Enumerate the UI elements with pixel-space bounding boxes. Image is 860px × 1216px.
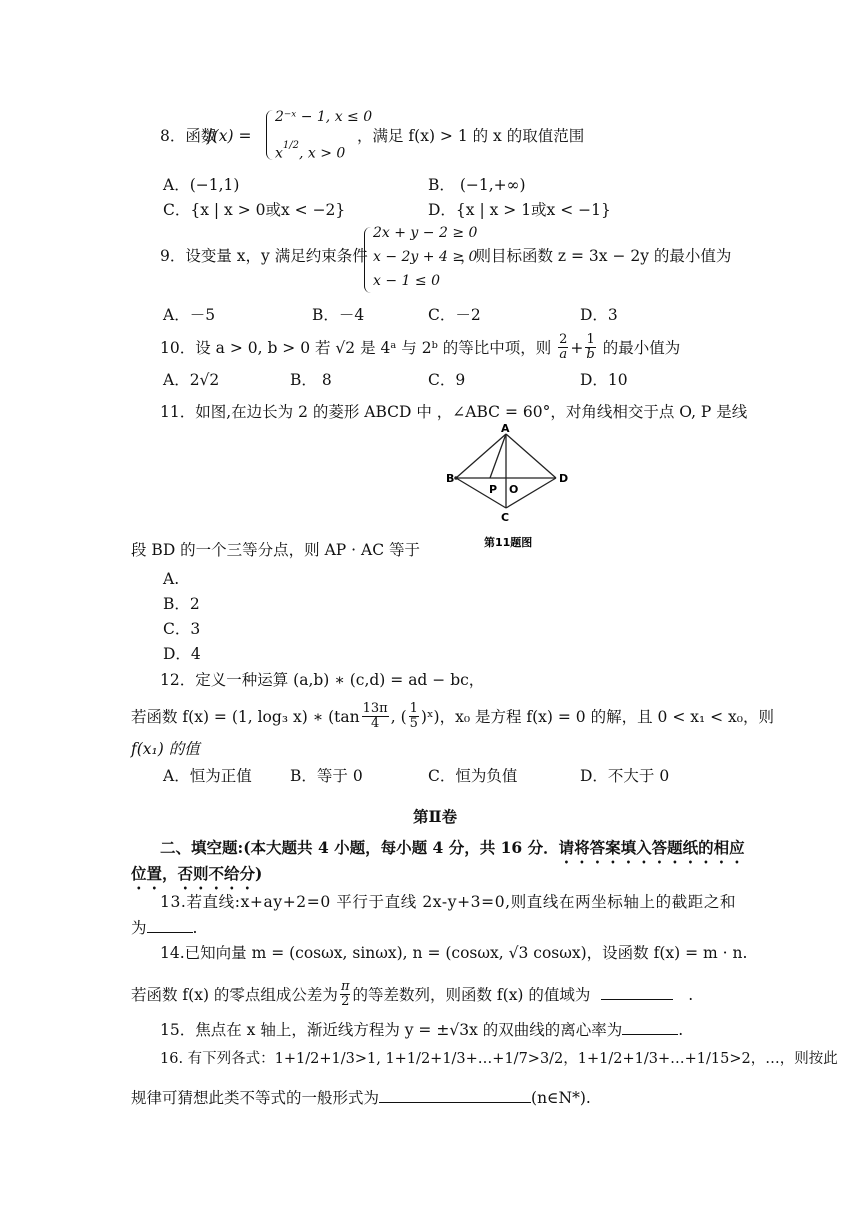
q8-function-name: f(x) = [207,127,252,145]
q11-line-1: 11．如图,在边长为 2 的菱形 ABCD 中 ，∠ABC = 60°，对角线相交于点 O, P 是线 [160,403,748,421]
q10-option-d: D．10 [580,371,628,389]
q11-option-b: B．2 [163,595,200,613]
q9-option-b: B．－4 [312,306,365,324]
q8-condition: ，满足 f(x) > 1 的 x 的取值范围 [357,127,585,145]
q11-line-2: 段 BD 的一个三等分点，则 AP · AC 等于 [131,541,420,559]
q10-intro: 10．设 a > 0, b > 0 若 √2 是 4ᵃ 与 2ᵇ 的等比中项，则 [160,339,552,358]
q8-option-b: B． (−1,+∞) [428,176,526,194]
q9-option-d: D．3 [580,306,618,324]
q8-option-c: C．{x | x > 0或x < −2} [163,201,346,219]
q8-piece-1: 2⁻ˣ − 1, x ≤ 0 [275,109,373,125]
q13-line-1: 13.若直线:x+ay+2=0 平行于直线 2x-y+3=0,则直线在两坐标轴上的截距之和 [160,893,737,911]
q11-label-p: P [489,483,498,496]
q13-line-2: 为 . [131,919,198,937]
q16-line-2: 规律可猜想此类不等式的一般形式为 (n∈N*). [131,1089,591,1107]
section-2-instructions-line-2: 位置，否则不给分) [131,864,263,883]
q11-label-c: C [501,511,510,524]
q12-option-b: B．等于 0 [290,767,363,785]
q12-line-1: 12．定义一种运算 (a,b) ∗ (c,d) = ad − bc， [160,671,485,689]
q11-label-d: D [559,472,569,485]
q15-answer-blank[interactable] [622,1034,678,1035]
q9-objective: ，则目标函数 z = 3x − 2y 的最小值为 [460,247,732,265]
section-2-instructions-line-1: 二、填空题:(本大题共 4 小题，每小题 4 分，共 16 分．请将答案填入答题纸的相应 [160,838,745,857]
q9-constraint-2: x − 2y + 4 ≥ 0 [373,249,478,265]
q8-brace [266,110,273,160]
q11-rhombus-figure [440,422,570,552]
q14-answer-blank[interactable] [601,999,673,1000]
q12-line-3: f(x₁) 的值 [131,740,200,758]
section-2-title: 第Ⅱ卷 [413,807,458,826]
q12-line-2: 若函数 f(x) = (1, log₃ x) ∗ (tan $\frac{13\pi}{4}$ , ( $\frac{1}{5}$ )ˣ)，x₀ 是方程 f(x) = 0 的解，且 0 < x₁ < x₀，则 [131,701,774,731]
q11-label-o: O [509,483,519,496]
q9-constraint-1: 2x + y − 2 ≥ 0 [373,225,478,241]
q9-option-c: C．－2 [428,306,481,324]
q10-option-a: A．2√2 [163,371,220,389]
q10-line: 10．设 a > 0, b > 0 若 √2 是 4ᵃ 与 2ᵇ 的等比中项，则 $\frac{2}{a}$ + $\frac{1}{b}$ 的最小值为 [160,332,681,362]
q14-line-1: 14.已知向量 m = (cosωx, sinωx), n = (cosωx, √3 cosωx)，设函数 f(x) = m · n. [160,944,748,962]
q9-constraint-3: x − 1 ≤ 0 [373,273,440,289]
q12-option-d: D．不大于 0 [580,767,670,785]
q10-fraction-1: $\frac{2}{a}$ [559,332,568,362]
q10-option-b: B． 8 [290,371,332,389]
q10-fraction-2: $\frac{1}{b}$ [586,332,595,362]
q9-brace [364,227,371,293]
q12-option-a: A．恒为正值 [163,767,252,785]
q10-rest: 的最小值为 [602,339,681,358]
q10-option-c: C．9 [428,371,466,389]
q9-option-a: A．－5 [163,306,216,324]
q11-option-c: C．3 [163,620,201,638]
q11-option-a: A. [163,570,180,588]
q11-label-a: A [501,422,510,435]
q12-option-c: C．恒为负值 [428,767,518,785]
q8-intro: 8．函数 [160,127,217,145]
q16-answer-blank[interactable] [379,1102,531,1103]
q8-piece-2: $x^{1/2}$, x > 0 [275,140,346,162]
q11-option-d: D．4 [163,645,201,663]
q15-line: 15．焦点在 x 轴上，渐近线方程为 y = ±√3x 的双曲线的离心率为 . [160,1021,684,1039]
q14-line-2: 若函数 f(x) 的零点组成公差为 $\frac{\pi}{2}$ 的等差数列，则函数 f(x) 的值域为 . [131,979,694,1009]
q8-option-a: A．(−1,1) [163,176,240,194]
q9-intro: 9．设变量 x，y 满足约束条件 [160,247,368,265]
q8-option-d: D．{x | x > 1或x < −1} [428,201,611,219]
q16-line-1: 16. 有下列各式：1+1/2+1/3>1, 1+1/2+1/3+…+1/7>3/2，1+1/2+1/3+…+1/15>2，…，则按此 [160,1051,838,1067]
q11-figure-caption: 第11题图 [484,536,533,549]
q13-answer-blank[interactable] [147,932,193,933]
q11-label-b: B [446,472,455,485]
